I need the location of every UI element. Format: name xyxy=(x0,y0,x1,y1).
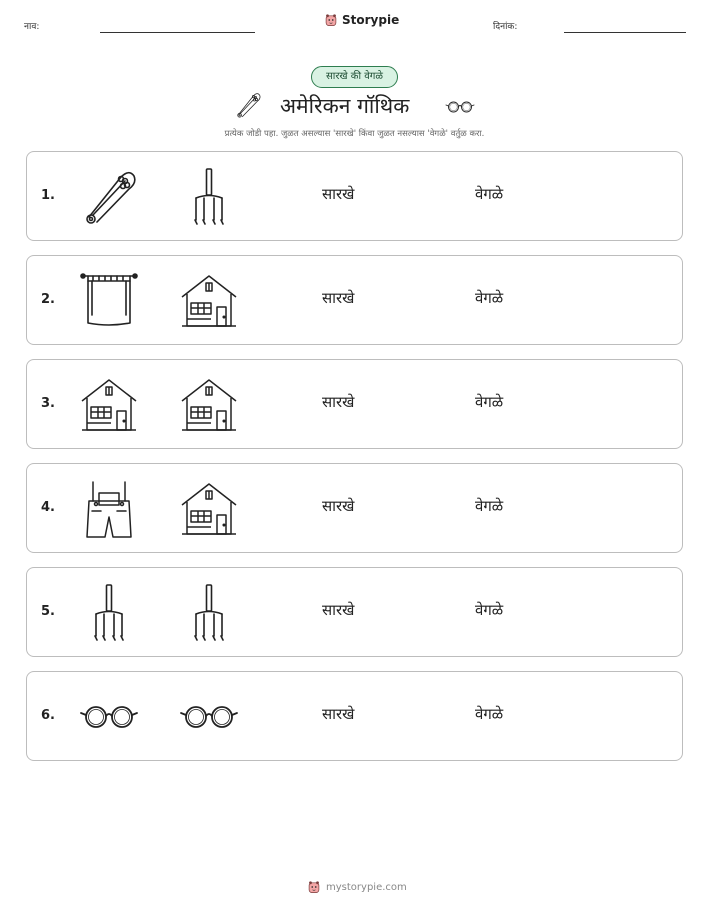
question-row-1 xyxy=(26,151,683,241)
house-icon xyxy=(79,375,139,435)
question-number: 3. xyxy=(41,396,55,411)
question-number: 5. xyxy=(41,604,55,619)
name-label: नाव: xyxy=(24,22,40,32)
name-field[interactable] xyxy=(100,32,255,33)
glasses-icon xyxy=(444,96,476,118)
question-row-4 xyxy=(26,463,683,553)
question-row-2 xyxy=(26,255,683,345)
mascot-icon xyxy=(307,880,321,894)
curtain-icon xyxy=(79,271,139,331)
option-different[interactable]: वेगळे xyxy=(475,705,504,723)
mascot-icon xyxy=(324,13,338,27)
topic-tag: सारखे की वेगळे xyxy=(311,66,398,88)
option-different[interactable]: वेगळे xyxy=(475,393,504,411)
option-different[interactable]: वेगळे xyxy=(475,289,504,307)
option-same[interactable]: सारखे xyxy=(322,601,355,619)
title-row xyxy=(0,90,709,124)
option-different[interactable]: वेगळे xyxy=(475,601,504,619)
safety-pin-icon xyxy=(79,167,139,227)
house-icon xyxy=(179,375,239,435)
option-different[interactable]: वेगळे xyxy=(475,497,504,515)
option-same[interactable]: सारखे xyxy=(322,393,355,411)
overalls-icon xyxy=(79,479,139,539)
instructions: प्रत्येक जोडी पहा. जुळत असल्यास 'सारखे' किंवा जुळत नसल्यास 'वेगळे' वर्तुळ करा. xyxy=(224,129,485,139)
question-number: 4. xyxy=(41,500,55,515)
pitchfork-icon xyxy=(179,167,239,227)
page-title: अमेरिकन गॉथिक xyxy=(280,94,410,118)
date-field[interactable] xyxy=(564,32,686,33)
question-row-6 xyxy=(26,671,683,761)
glasses-icon xyxy=(179,687,239,747)
house-icon xyxy=(179,479,239,539)
option-same[interactable]: सारखे xyxy=(322,185,355,203)
footer xyxy=(307,880,407,894)
question-number: 6. xyxy=(41,708,55,723)
option-same[interactable]: सारखे xyxy=(322,705,355,723)
date-label: दिनांक: xyxy=(493,22,518,32)
question-row-3 xyxy=(26,359,683,449)
option-same[interactable]: सारखे xyxy=(322,289,355,307)
question-number: 2. xyxy=(41,292,55,307)
question-row-5 xyxy=(26,567,683,657)
brand-name: Storypie xyxy=(342,13,400,27)
safety-pin-icon xyxy=(234,91,262,119)
brand-logo xyxy=(324,13,399,27)
option-same[interactable]: सारखे xyxy=(322,497,355,515)
pitchfork-icon xyxy=(179,583,239,643)
pitchfork-icon xyxy=(79,583,139,643)
glasses-icon xyxy=(79,687,139,747)
footer-site[interactable]: mystorypie.com xyxy=(326,881,407,893)
house-icon xyxy=(179,271,239,331)
option-different[interactable]: वेगळे xyxy=(475,185,504,203)
question-number: 1. xyxy=(41,188,55,203)
